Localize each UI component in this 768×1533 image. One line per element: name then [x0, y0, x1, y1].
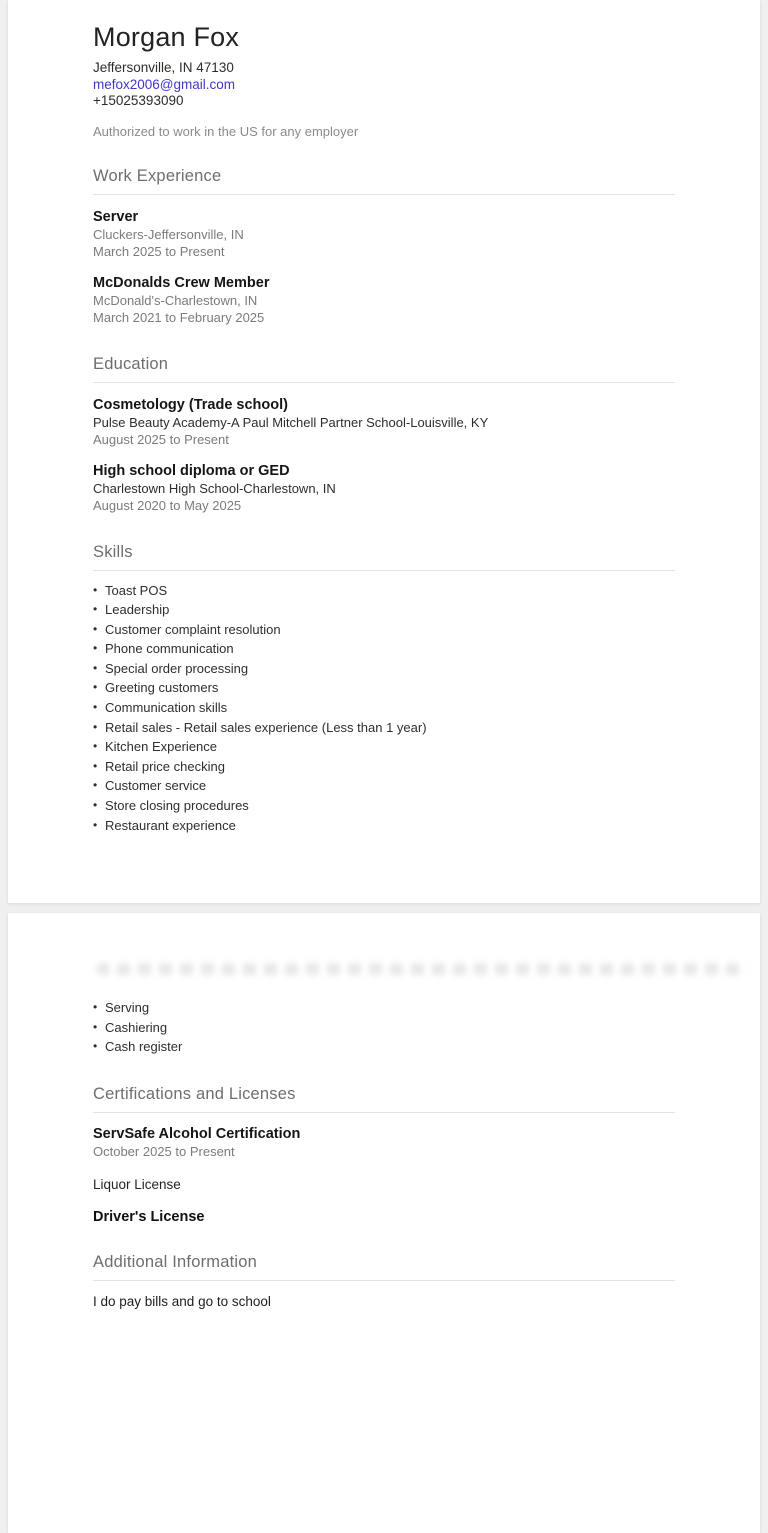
- skill-item: • Communication skills: [93, 698, 675, 718]
- certification-title: Liquor License: [93, 1177, 181, 1193]
- school-name-location: Pulse Beauty Academy-A Paul Mitchell Partner School-Louisville, KY: [93, 414, 489, 430]
- certification-title: Driver's License: [93, 1209, 205, 1226]
- degree-title: High school diploma or GED: [93, 462, 290, 479]
- education-dates: August 2020 to May 2025: [93, 498, 242, 513]
- work-entry: [93, 274, 675, 327]
- school-name-location: Charlestown High School-Charlestown, IN: [93, 480, 336, 496]
- skill-item: • Special order processing: [93, 659, 675, 679]
- work-entry: [93, 208, 675, 261]
- work-authorization-note: Authorized to work in the US for any employer: [93, 123, 359, 139]
- candidate-name: Morgan Fox: [93, 22, 240, 52]
- contact-block: [93, 60, 675, 110]
- resume-page-2: [8, 913, 760, 1533]
- skill-item: • Cashiering: [93, 1018, 675, 1038]
- candidate-email-link[interactable]: mefox2006@gmail.com: [93, 76, 236, 92]
- section-title-work-experience: Work Experience: [93, 167, 675, 195]
- education-entry: [93, 462, 675, 515]
- job-title: Server: [93, 208, 139, 225]
- section-title-skills: Skills: [93, 543, 675, 571]
- job-title: McDonalds Crew Member: [93, 274, 270, 291]
- skill-item: • Toast POS: [93, 581, 675, 601]
- section-title-certifications: Certifications and Licenses: [93, 1085, 675, 1113]
- resume-page-1: [8, 0, 760, 903]
- skill-item: • Serving: [93, 998, 675, 1018]
- skill-item: • Store closing procedures: [93, 796, 675, 816]
- page-break-faded-text: [96, 963, 748, 975]
- job-company-location: McDonald's-Charlestown, IN: [93, 292, 258, 308]
- skill-item: • Customer complaint resolution: [93, 620, 675, 640]
- section-title-education: Education: [93, 355, 675, 383]
- job-dates: March 2025 to Present: [93, 244, 225, 259]
- skill-item: • Cash register: [93, 1037, 675, 1057]
- skill-item: • Kitchen Experience: [93, 737, 675, 757]
- skill-item: • Phone communication: [93, 639, 675, 659]
- job-dates: March 2021 to February 2025: [93, 310, 265, 325]
- skill-item: • Greeting customers: [93, 678, 675, 698]
- education-dates: August 2025 to Present: [93, 432, 229, 447]
- additional-information-text: I do pay bills and go to school: [93, 1294, 271, 1310]
- degree-title: Cosmetology (Trade school): [93, 396, 288, 413]
- certification-dates: October 2025 to Present: [93, 1143, 235, 1159]
- certification-title: ServSafe Alcohol Certification: [93, 1125, 301, 1142]
- candidate-location: Jeffersonville, IN 47130: [93, 60, 234, 75]
- job-company-location: Cluckers-Jeffersonville, IN: [93, 226, 244, 242]
- certification-entry: [93, 1125, 675, 1161]
- skill-item: • Retail price checking: [93, 757, 675, 777]
- skill-item: • Retail sales - Retail sales experience (Less than 1 year): [93, 718, 675, 738]
- candidate-phone: +15025393090: [93, 93, 184, 108]
- skill-item: • Restaurant experience: [93, 816, 675, 836]
- section-title-additional-information: Additional Information: [93, 1253, 675, 1281]
- skill-item: • Leadership: [93, 600, 675, 620]
- skill-item: • Customer service: [93, 776, 675, 796]
- education-entry: [93, 396, 675, 449]
- skills-list: [93, 581, 675, 836]
- skills-list-continued: [93, 998, 675, 1057]
